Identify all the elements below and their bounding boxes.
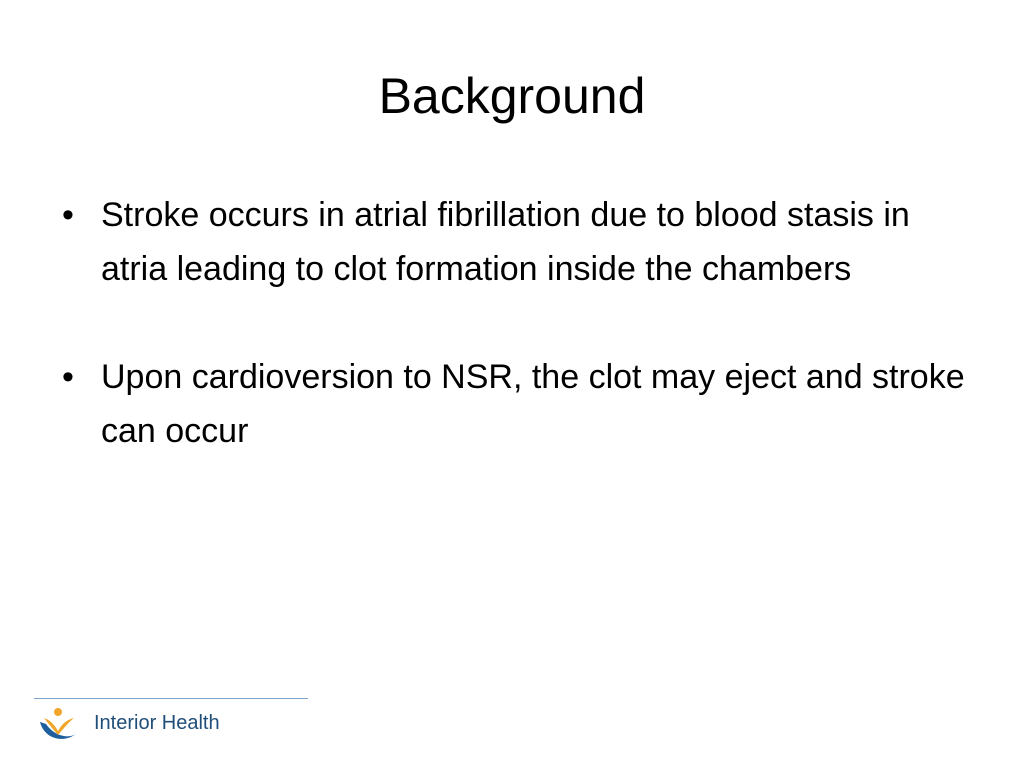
bullet-marker: • <box>62 358 74 396</box>
interior-health-logo-icon <box>36 704 82 746</box>
interior-health-logo <box>34 698 308 750</box>
bullet-text: Upon cardioversion to NSR, the clot may eject and stroke can occur <box>101 358 965 450</box>
slide-title: Background <box>378 68 646 124</box>
logo-rule <box>34 698 308 699</box>
bullet-item <box>58 188 968 296</box>
logo-figure-head <box>54 708 62 716</box>
logo-swoosh <box>40 722 76 739</box>
bullet-marker: • <box>62 196 74 234</box>
bullet-item <box>58 350 968 458</box>
bullet-list <box>58 188 968 512</box>
bullet-text: Stroke occurs in atrial fibrillation due to blood stasis in atria leading to clot formation inside the chambers <box>101 196 910 288</box>
logo-text: Interior Health <box>94 712 220 734</box>
